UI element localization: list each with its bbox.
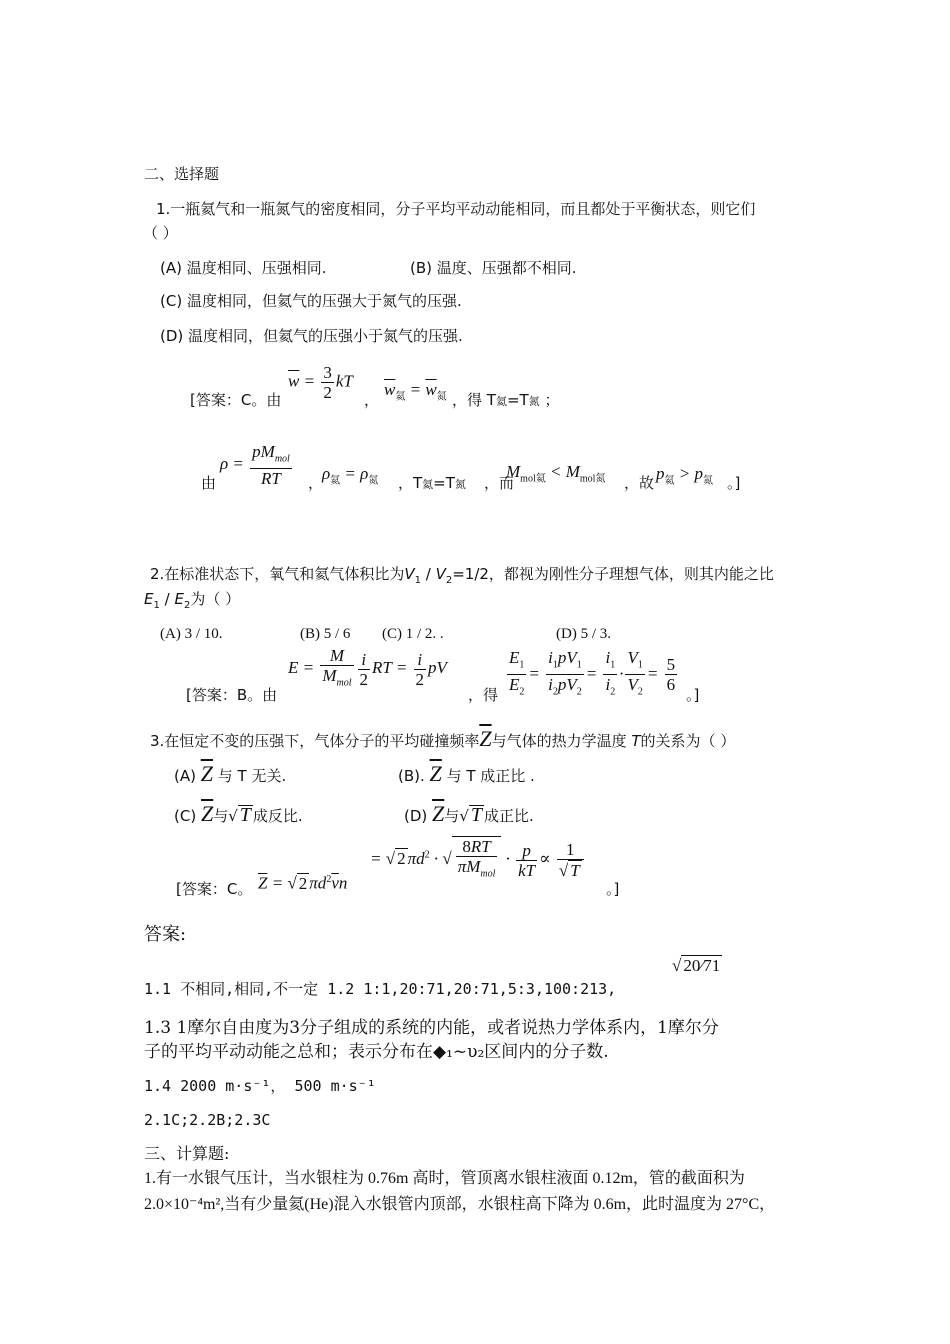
q3-option-b: (B). $\overline{Z}$ 与 T 成正比 .	[398, 761, 535, 786]
answers-line-1: 1.1 不相同,相同,不一定 1.2 1:1,20:71,20:71,5:3,100:213,	[144, 980, 617, 998]
q1-formula-rho: ρ = $\frac{pM_{mol}}{RT}$	[220, 442, 290, 489]
q1-answer2-prefix: 由	[201, 474, 217, 492]
q1-comma: ，	[364, 391, 380, 409]
n2-subscript: 氮	[436, 391, 447, 403]
q1-blank: （ ）	[143, 224, 178, 242]
q1-stem: 1.一瓶氦气和一瓶氮气的密度相同，分子平均平动动能相同，而且都处于平衡状态，则它们	[156, 200, 756, 218]
q1-formula-rho-equal: $\rho_氦 = \rho_氮$	[322, 464, 379, 487]
answers-line-2: 1.3 1摩尔自由度为3分子组成的系统的内能，或者说热力学体系内，1摩尔分	[144, 1018, 719, 1038]
q1-formula-w: $\overline{w}$ = $\frac{3}{2}$ kT	[288, 363, 353, 402]
q1-option-a: (A) 温度相同、压强相同.	[160, 259, 327, 277]
q1-option-d: (D) 温度相同，但氦气的压强小于氮气的压强.	[160, 327, 463, 345]
q2-answer-mid: ，得	[468, 686, 499, 704]
calc1-line-1: 1.有一水银气压计，当水银柱为 0.76m 高时，管顶离水银柱液面 0.12m，管的截面积为	[144, 1170, 745, 1187]
answers-sqrt-fraction: √ 20⁄71	[672, 956, 721, 975]
q2-option-b: (B) 5 / 6	[300, 626, 351, 642]
q2-option-a: (A) 3 / 10.	[160, 626, 223, 642]
answers-title: 答案:	[144, 924, 187, 945]
q1-option-c: (C) 温度相同，但氦气的压强大于氮气的压强.	[160, 292, 462, 310]
section-title-calc: 三、计算题:	[144, 1144, 230, 1163]
q3-formula-derivation: = √ 2 $\pi d^2$ · √ $\frac{8RT}{\pi M_{mol}}$ · $\frac{p}{kT}$ ∝ $\frac{1}{√ T}$	[370, 836, 586, 883]
q1-answer2-er: ，而	[484, 474, 515, 492]
q1-formula-w-equal: $\overline{w}_氦 = \overline{w}_氮$	[384, 380, 447, 403]
q1-answer-temp: ，得 T氦=T氮 ；	[452, 391, 560, 409]
q1-answer2-temp: ，T氦=T氮	[398, 474, 466, 492]
q2-answer-end: 。]	[686, 686, 700, 704]
q2-option-c: (C) 1 / 2. .	[382, 626, 444, 642]
q3-formula-z: $\overline{Z}$ = √ 2 $\pi d^2\overline{v}n$	[258, 873, 348, 893]
q2-formula-ratio: $\frac{E_1}{E_2}$ = $\frac{i_1pV_1}{i_2pV_2}$ = $\frac{i_1}{i_2}$ · $\frac{V_1}{V_2}$ = $\frac{5}{6}$	[509, 648, 676, 698]
answers-line-5: 2.1C;2.2B;2.3C	[144, 1111, 271, 1129]
q2-answer-prefix: [答案：B。由	[186, 686, 278, 704]
q1-formula-pressure: $p_氦 > p_氮$	[656, 464, 713, 487]
q2-stem: 2.在标准状态下，氧气和氦气体积比为$V_1 / V_2=1/2$，都视为刚性分子理想气体，则其内能之比	[150, 565, 774, 586]
answers-line-4: 1.4 2000 m·s⁻¹， 500 m·s⁻¹	[144, 1077, 376, 1095]
section-title-choice: 二、选择题	[144, 165, 220, 183]
q1-answer2-end: 。]	[727, 474, 741, 492]
calc1-line-2: 2.0×10⁻⁴m²,当有少量氦(He)混入水银管内顶部，水银柱高下降为 0.6m，此时温度为 27°C，	[144, 1196, 776, 1213]
q3-stem: 3.在恒定不变的压强下，气体分子的平均碰撞频率$\overline{Z}$与气体的热力学温度 T的关系为（ ）	[150, 726, 736, 751]
q1-formula-mass: $M_{mol氦} < M_{mol氮}$	[506, 462, 606, 485]
q2-formula-energy: E = $\frac{M}{M_{mol}}$ $\frac{i}{2}$ RT = $\frac{i}{2}$ pV	[288, 646, 447, 689]
q1-option-b: (B) 温度、压强都不相同.	[410, 259, 577, 277]
q3-answer-end: 。]	[606, 880, 620, 898]
q3-answer-prefix: [答案：C。	[176, 880, 253, 898]
q3-option-a: (A) $\overline{Z}$ 与 T 无关.	[174, 761, 287, 786]
q3-option-d: (D) $\overline{Z}$与√ T 成正比.	[404, 801, 534, 826]
q1-answer-prefix: [答案：C。由	[190, 391, 282, 409]
q1-answer2-gu: ，故	[624, 474, 655, 492]
q2-stem-line2: $E_1 / E_2$为（ ）	[144, 590, 241, 611]
q3-option-c: (C) $\overline{Z}$与√ T 成反比.	[174, 801, 303, 826]
answers-line-3: 子的平均平动动能之总和；表示分布在◆₁~υ₂区间内的分子数.	[144, 1042, 609, 1062]
q2-option-d: (D) 5 / 3.	[556, 626, 611, 642]
he-subscript: 氦	[395, 391, 406, 403]
q1-comma2: ，	[308, 474, 324, 492]
